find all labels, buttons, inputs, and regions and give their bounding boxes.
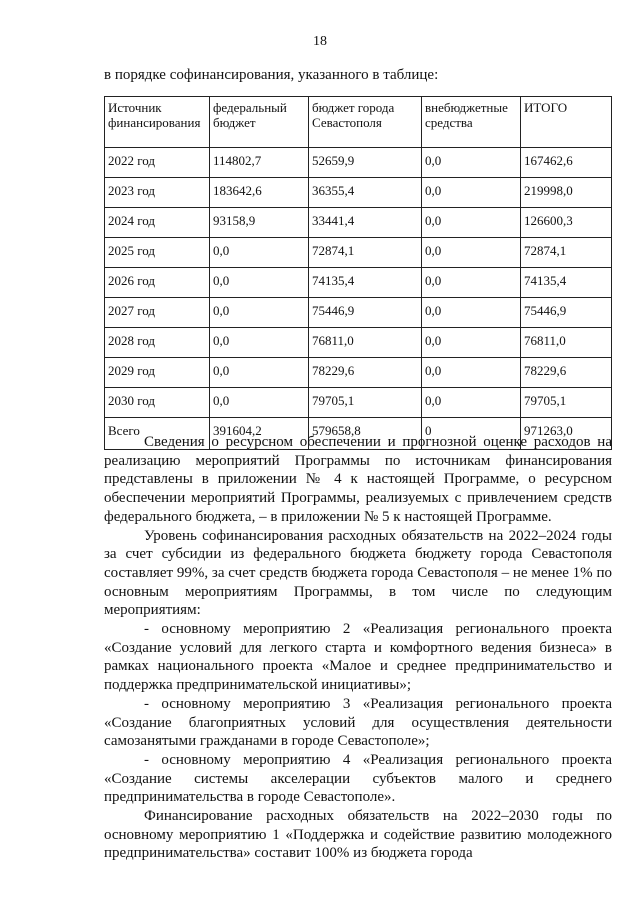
cell-total-label: Всего xyxy=(105,418,210,450)
table-row xyxy=(105,328,612,358)
list-item: - основному мероприятию 4 «Реализация регионального проекта «Создание системы акселерации субъектов малого и среднего предпринимательства в городе Севастополе». xyxy=(104,751,612,806)
cell-total: 76811,0 xyxy=(521,328,612,358)
cell-year: 2022 год xyxy=(105,148,210,178)
cell-year: 2030 год xyxy=(105,388,210,418)
table-row xyxy=(105,268,612,298)
cell-extrabudgetary: 0,0 xyxy=(422,148,521,178)
cell-federal: 0,0 xyxy=(210,268,309,298)
cell-total: 79705,1 xyxy=(521,388,612,418)
cell-year: 2026 год xyxy=(105,268,210,298)
header-extrabudgetary: внебюджетные средства xyxy=(422,97,521,148)
cell-total: 74135,4 xyxy=(521,268,612,298)
cell-federal: 0,0 xyxy=(210,298,309,328)
cell-year: 2027 год xyxy=(105,298,210,328)
cell-city: 74135,4 xyxy=(309,268,422,298)
cell-total: 219998,0 xyxy=(521,178,612,208)
cell-extrabudgetary: 0,0 xyxy=(422,208,521,238)
table-row xyxy=(105,238,612,268)
header-federal: федеральный бюджет xyxy=(210,97,309,148)
cell-total: 75446,9 xyxy=(521,298,612,328)
intro-line: в порядке софинансирования, указанного в таблице: xyxy=(104,67,439,83)
cell-year: 2028 год xyxy=(105,328,210,358)
cell-total: 72874,1 xyxy=(521,238,612,268)
cell-total: 78229,6 xyxy=(521,358,612,388)
cell-extrabudgetary: 0,0 xyxy=(422,388,521,418)
cell-federal: 114802,7 xyxy=(210,148,309,178)
cell-grand-total: 971263,0 xyxy=(521,418,612,450)
cell-city: 79705,1 xyxy=(309,388,422,418)
cell-total: 167462,6 xyxy=(521,148,612,178)
financing-table xyxy=(104,96,612,450)
cell-federal: 93158,9 xyxy=(210,208,309,238)
cell-extrabudgetary: 0,0 xyxy=(422,268,521,298)
paragraph-financing-2022-2030: Финансирование расходных обязательств на 2022–2030 годы по основному мероприятию 1 «Поддержка и содействие развитию молодежного предпринимательства» составит 100% из бюджета города xyxy=(104,808,612,862)
cell-total-extrabudgetary: 0 xyxy=(422,418,521,450)
header-source: Источник финансирования xyxy=(105,97,210,148)
header-city-budget: бюджет города Севастополя xyxy=(309,97,422,148)
cell-federal: 183642,6 xyxy=(210,178,309,208)
header-total: ИТОГО xyxy=(521,97,612,148)
cell-federal: 0,0 xyxy=(210,358,309,388)
table-header-row xyxy=(105,97,612,148)
table-row xyxy=(105,208,612,238)
table-row xyxy=(105,358,612,388)
cell-city: 36355,4 xyxy=(309,178,422,208)
paragraph-resource-info: Сведения о ресурсном обеспечении и прогнозной оценке расходов на реализацию мероприятий Программы по источникам финансирования представлены в приложении № 4 к настоящей Программе, о ресурсном обеспечении мероприятий Программы, реализуемых с привлечением средств федерального бюджета, – в приложении № 5 к настоящей Программе. xyxy=(104,434,612,525)
cell-extrabudgetary: 0,0 xyxy=(422,298,521,328)
list-item: - основному мероприятию 3 «Реализация регионального проекта «Создание благоприятных условий для осуществления деятельности самозанятыми гражданами в городе Севастополе»; xyxy=(104,695,612,750)
cell-total: 126600,3 xyxy=(521,208,612,238)
table-row xyxy=(105,178,612,208)
cell-city: 33441,4 xyxy=(309,208,422,238)
table-row xyxy=(105,388,612,418)
cell-city: 78229,6 xyxy=(309,358,422,388)
page-number: 18 xyxy=(313,34,327,49)
cell-extrabudgetary: 0,0 xyxy=(422,328,521,358)
list-item: - основному мероприятию 2 «Реализация регионального проекта «Создание условий для легкого старта и комфортного ведения бизнеса» в рамках национального проекта «Малое и среднее предпринимательство и поддержка предпринимательской инициативы»; xyxy=(104,621,612,694)
cell-city: 72874,1 xyxy=(309,238,422,268)
cell-city: 75446,9 xyxy=(309,298,422,328)
cell-extrabudgetary: 0,0 xyxy=(422,358,521,388)
paragraph-cofinancing-level: Уровень софинансирования расходных обязательств на 2022–2024 годы за счет субсидии из федерального бюджета бюджету города Севастополя составляет 99%, за счет средств бюджета города Севастополя – не менее 1% по основным мероприятиям Программы, в том числе по следующим мероприятиям: xyxy=(104,527,612,619)
cell-year: 2029 год xyxy=(105,358,210,388)
cell-year: 2024 год xyxy=(105,208,210,238)
cell-federal: 0,0 xyxy=(210,328,309,358)
cell-federal: 0,0 xyxy=(210,238,309,268)
cell-extrabudgetary: 0,0 xyxy=(422,238,521,268)
table-row xyxy=(105,298,612,328)
cell-year: 2025 год xyxy=(105,238,210,268)
cell-total-federal: 391604,2 xyxy=(210,418,309,450)
cell-year: 2023 год xyxy=(105,178,210,208)
table-row xyxy=(105,148,612,178)
cell-city: 76811,0 xyxy=(309,328,422,358)
cell-federal: 0,0 xyxy=(210,388,309,418)
cell-total-city: 579658,8 xyxy=(309,418,422,450)
body-text xyxy=(104,433,612,863)
cell-city: 52659,9 xyxy=(309,148,422,178)
cell-extrabudgetary: 0,0 xyxy=(422,178,521,208)
